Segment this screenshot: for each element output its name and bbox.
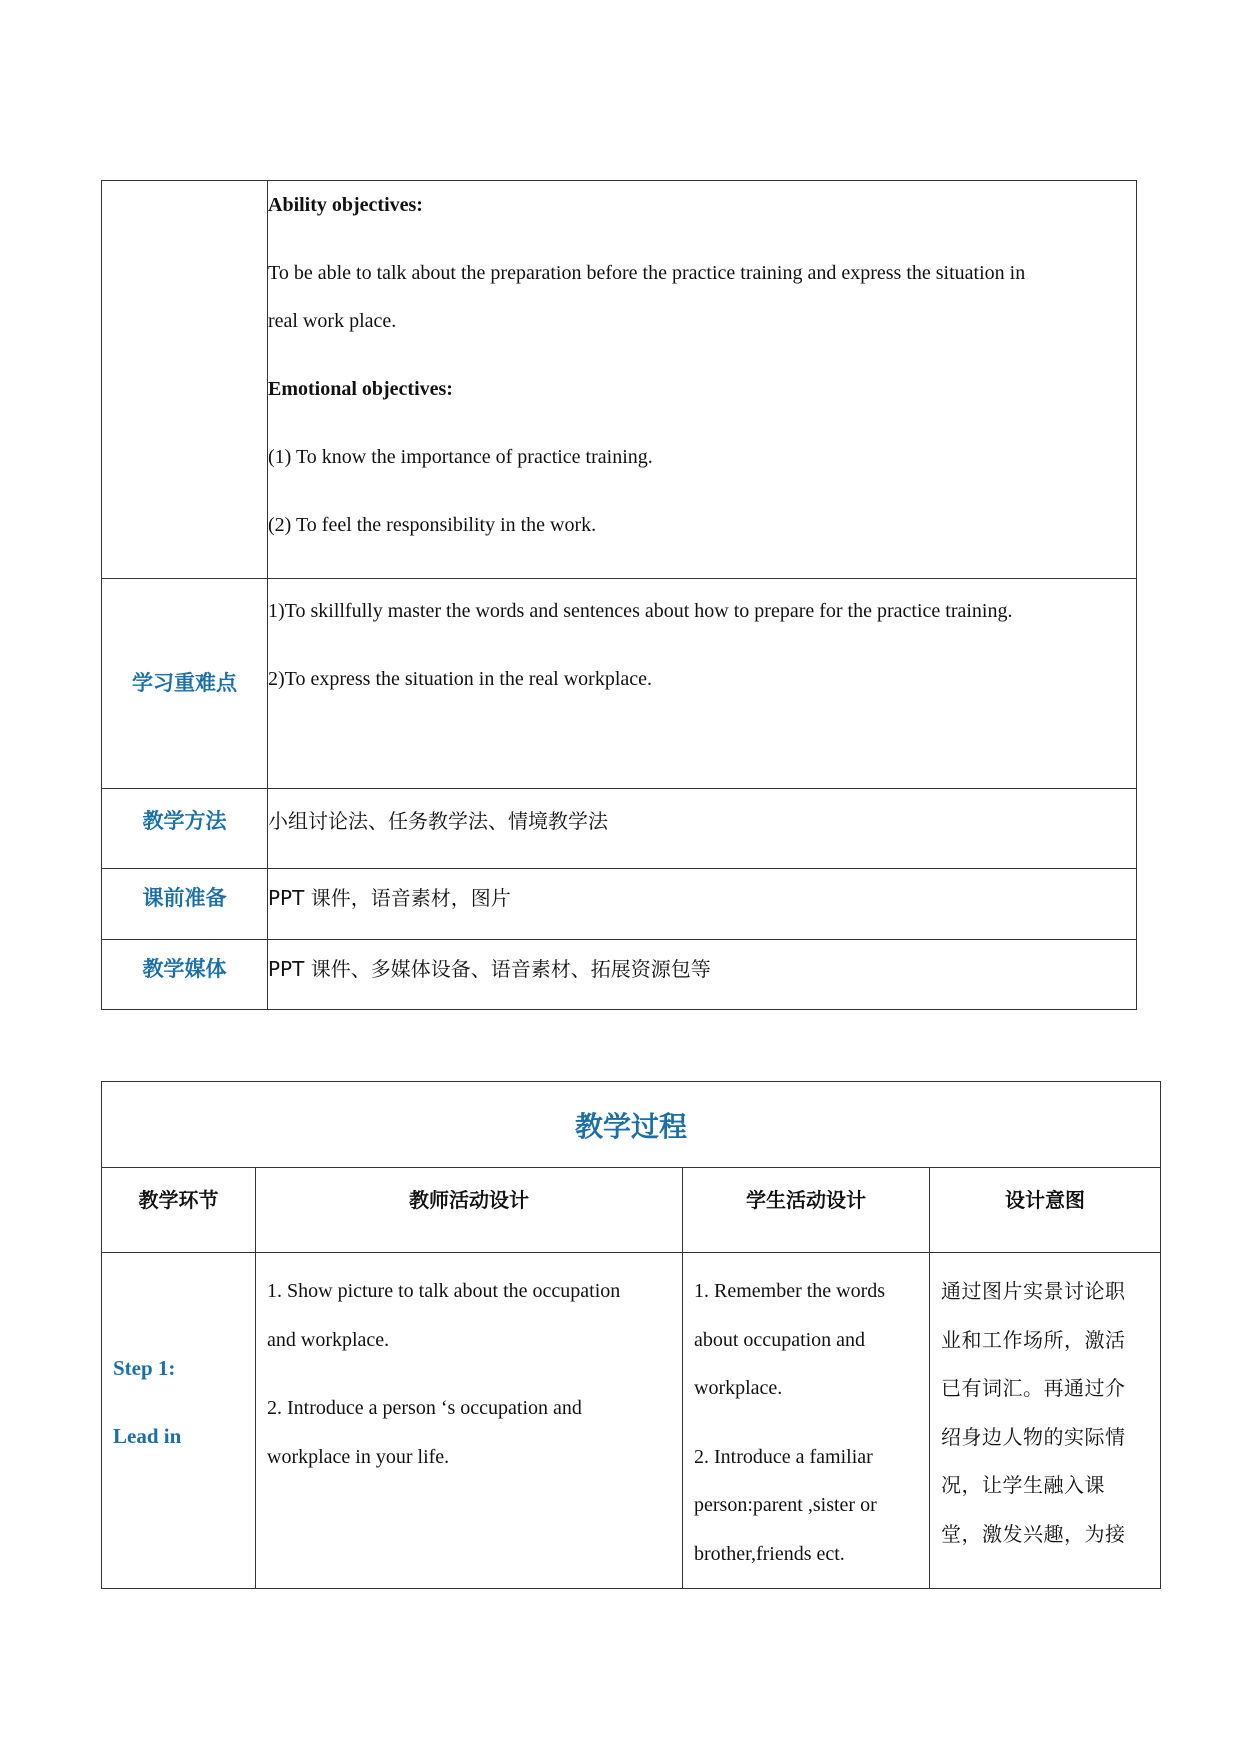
media-label: 教学媒体 — [102, 940, 268, 1010]
key-points-cell — [268, 579, 1137, 789]
preparation-value: PPT 课件，语音素材，图片 — [268, 869, 1137, 940]
media-value: PPT 课件、多媒体设备、语音素材、拓展资源包等 — [268, 940, 1137, 1010]
student-item-2b: person:parent ,sister or — [694, 1494, 877, 1516]
intent-line: 已有词汇。再通过介 — [941, 1376, 1126, 1400]
objectives-label-cell — [102, 181, 268, 579]
key-point-1: 1)To skillfully master the words and sentences about how to prepare for the practice training. — [268, 600, 1013, 622]
student-item-1a: 1. Remember the words — [694, 1280, 886, 1302]
methods-row — [102, 789, 1137, 869]
header-row — [102, 1168, 1161, 1253]
header-student: 学生活动设计 — [683, 1168, 930, 1253]
teacher-item-1a: 1. Show picture to talk about the occupation — [267, 1280, 621, 1302]
student-item-1c: workplace. — [694, 1377, 783, 1399]
process-title-row — [102, 1082, 1161, 1168]
media-row — [102, 940, 1137, 1010]
intent-line: 业和工作场所，激活 — [941, 1327, 1126, 1352]
key-points-label: 学习重难点 — [102, 579, 268, 789]
intent-line: 堂，激发兴趣，为接 — [941, 1521, 1126, 1546]
teaching-process-table — [101, 1081, 1161, 1589]
ability-heading: Ability objectives: — [268, 194, 423, 216]
preparation-row — [102, 869, 1137, 940]
teacher-activity-cell — [256, 1253, 683, 1589]
step1-row — [102, 1253, 1161, 1589]
lesson-info-table — [101, 180, 1137, 1010]
emotional-item-1: (1) To know the importance of practice training. — [268, 446, 653, 468]
teacher-item-2a: 2. Introduce a person ‘s occupation and — [267, 1397, 582, 1419]
intent-line: 绍身边人物的实际情 — [941, 1424, 1126, 1449]
methods-label: 教学方法 — [102, 789, 268, 869]
emotional-heading: Emotional objectives: — [268, 378, 453, 400]
teacher-item-1b: and workplace. — [267, 1328, 390, 1351]
key-point-2: 2)To express the situation in the real workplace. — [268, 668, 653, 690]
student-item-1b: about occupation and — [694, 1328, 866, 1351]
ability-text-line1: To be able to talk about the preparation before the practice training and express the situation in — [268, 262, 1026, 284]
design-intent-cell — [930, 1253, 1161, 1589]
header-stage: 教学环节 — [102, 1168, 256, 1253]
teacher-item-2b: workplace in your life. — [267, 1445, 450, 1468]
process-title: 教学过程 — [102, 1082, 1161, 1168]
intent-line: 通过图片实景讨论职 — [941, 1279, 1126, 1303]
step1-number: Step 1: — [113, 1355, 176, 1380]
preparation-label: 课前准备 — [102, 869, 268, 940]
intent-line: 况，让学生融入课 — [941, 1473, 1105, 1497]
key-points-row — [102, 579, 1137, 789]
objectives-row — [102, 181, 1137, 579]
student-item-2c: brother,friends ect. — [694, 1542, 845, 1565]
student-item-2a: 2. Introduce a familiar — [694, 1445, 873, 1468]
student-activity-cell — [683, 1253, 930, 1589]
step1-label-cell — [102, 1253, 256, 1589]
objectives-cell — [268, 181, 1137, 579]
emotional-item-2: (2) To feel the responsibility in the work. — [268, 514, 597, 536]
header-teacher: 教师活动设计 — [256, 1168, 683, 1253]
methods-value: 小组讨论法、任务教学法、情境教学法 — [268, 789, 1137, 869]
step1-title: Lead in — [113, 1423, 182, 1448]
header-intent: 设计意图 — [930, 1168, 1161, 1253]
ability-text-line2: real work place. — [268, 310, 397, 332]
